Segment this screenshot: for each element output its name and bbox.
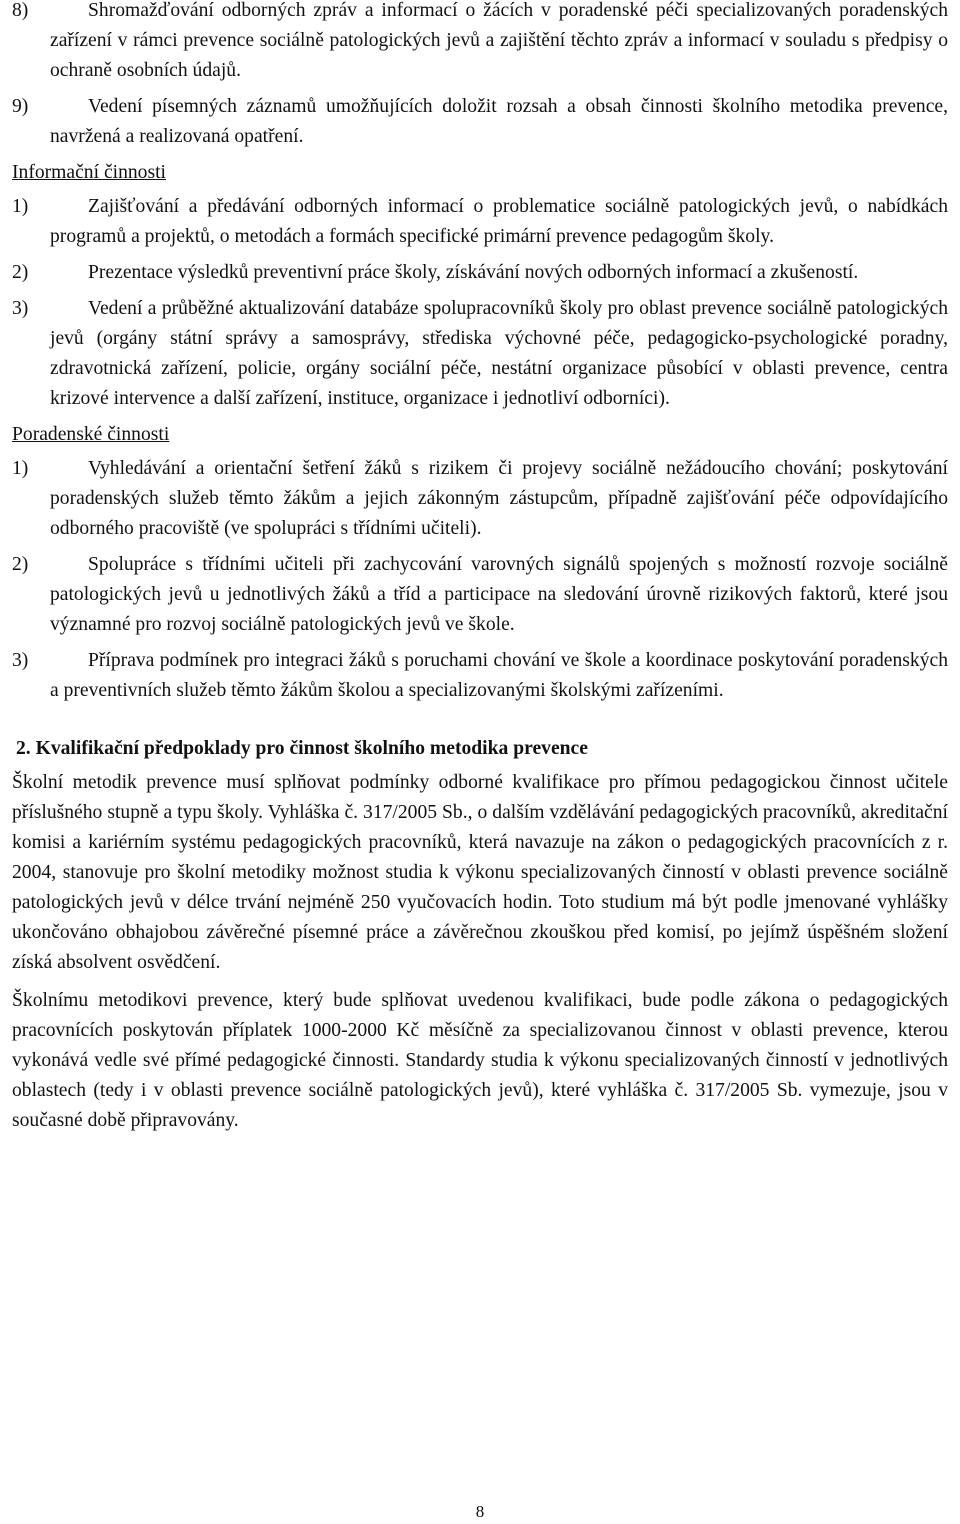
item-text: Příprava podmínek pro integraci žáků s poruchami chování ve škole a koordinace poskytování poradenských a preventivních služeb těmto žákům školou a specializovanými školskými zařízeními. <box>50 650 948 701</box>
list-item <box>12 192 948 252</box>
item-number: 1) <box>12 196 29 217</box>
item-text: Vyhledávání a orientační šetření žáků s rizikem či projevy sociálně nežádoucího chování; poskytování poradenských služeb těmto žákům a jejich zákonným zástupcům, případně zajišťování péče odpovídajícího odborného pracoviště (ve spolupráci s třídními učiteli). <box>50 458 948 539</box>
item-number: 3) <box>12 298 29 319</box>
section-heading: 2. Kvalifikační předpoklady pro činnost školního metodika prevence <box>16 738 588 759</box>
list-item <box>12 454 948 544</box>
section-title: Informační činnosti <box>12 162 166 183</box>
section-poradenske <box>12 420 948 706</box>
list-item <box>12 294 948 414</box>
section-kvalifikace <box>12 734 948 1136</box>
item-number: 2) <box>12 554 29 575</box>
item-number: 2) <box>12 262 29 283</box>
list-item <box>12 258 948 288</box>
item-number: 8) <box>12 0 29 21</box>
item-text: Zajišťování a předávání odborných informací o problematice sociálně patologických jevů, o nabídkách programů a projektů, o metodách a formách specifické primární prevence pedagogům školy. <box>50 196 948 247</box>
list-item <box>12 550 948 640</box>
item-number: 3) <box>12 650 29 671</box>
item-number: 1) <box>12 458 29 479</box>
list-item <box>12 92 948 152</box>
page-number: 8 <box>475 1502 485 1521</box>
top-list <box>12 0 948 152</box>
section-title: Poradenské činnosti <box>12 424 170 445</box>
item-text: Shromažďování odborných zpráv a informací o žácích v poradenské péči specializovaných poradenských zařízení v rámci prevence sociálně patologických jevů a zajištění těchto zpráv a informací v souladu s předpisy o ochraně osobních údajů. <box>50 0 948 81</box>
item-text: Vedení písemných záznamů umožňujících doložit rozsah a obsah činnosti školního metodika prevence, navržená a realizovaná opatření. <box>50 96 948 147</box>
item-text: Spolupráce s třídními učiteli při zachycování varovných signálů spojených s možností rozvoje sociálně patologických jevů u jednotlivých žáků a tříd a participace na sledování úrovně rizikových faktorů, které jsou významné pro rozvoj sociálně patologických jevů ve škole. <box>50 554 948 635</box>
list-item <box>12 0 948 86</box>
item-number: 9) <box>12 96 29 117</box>
item-text: Prezentace výsledků preventivní práce školy, získávání nových odborných informací a zkušeností. <box>88 262 859 283</box>
paragraph: Školní metodik prevence musí splňovat podmínky odborné kvalifikace pro přímou pedagogickou činnost učitele příslušného stupně a typu školy. Vyhláška č. 317/2005 Sb., o dalším vzdělávání pedagogických pracovníků, akreditační komisi a kariérním systému pedagogických pracovníků, která navazuje na zákon o pedagogických pracovnících z r. 2004, stanovuje pro školní metodiky možnost studia k výkonu specializovaných činností v oblasti prevence sociálně patologických jevů v délce trvání nejméně 250 vyučovacích hodin. Toto studium má být podle jmenované vyhlášky ukončováno obhajobou závěrečné písemné práce a závěrečnou zkouškou před komisí, po jejímž úspěšném složení získá absolvent osvědčení. <box>12 772 948 973</box>
item-text: Vedení a průběžné aktualizování databáze spolupracovníků školy pro oblast prevence sociálně patologických jevů (orgány státní správy a samosprávy, střediska výchovné péče, pedagogicko-psychologické poradny, zdravotnická zařízení, policie, orgány sociální péče, nestátní organizace působící v oblasti prevence, centra krizové intervence a další zařízení, instituce, organizace i jednotliví odborníci). <box>50 298 948 409</box>
paragraph: Školnímu metodikovi prevence, který bude splňovat uvedenou kvalifikaci, bude podle zákona o pedagogických pracovnících poskytován příplatek 1000-2000 Kč měsíčně za specializovanou činnost v oblasti prevence, kterou vykonává vedle své přímé pedagogické činnosti. Standardy studia k výkonu specializovaných činností v jednotlivých oblastech (tedy i v oblasti prevence sociálně patologických jevů), které vyhláška č. 317/2005 Sb. vymezuje, jsou v současné době připravovány. <box>12 990 948 1131</box>
section-informacni <box>12 158 948 414</box>
list-item <box>12 646 948 706</box>
